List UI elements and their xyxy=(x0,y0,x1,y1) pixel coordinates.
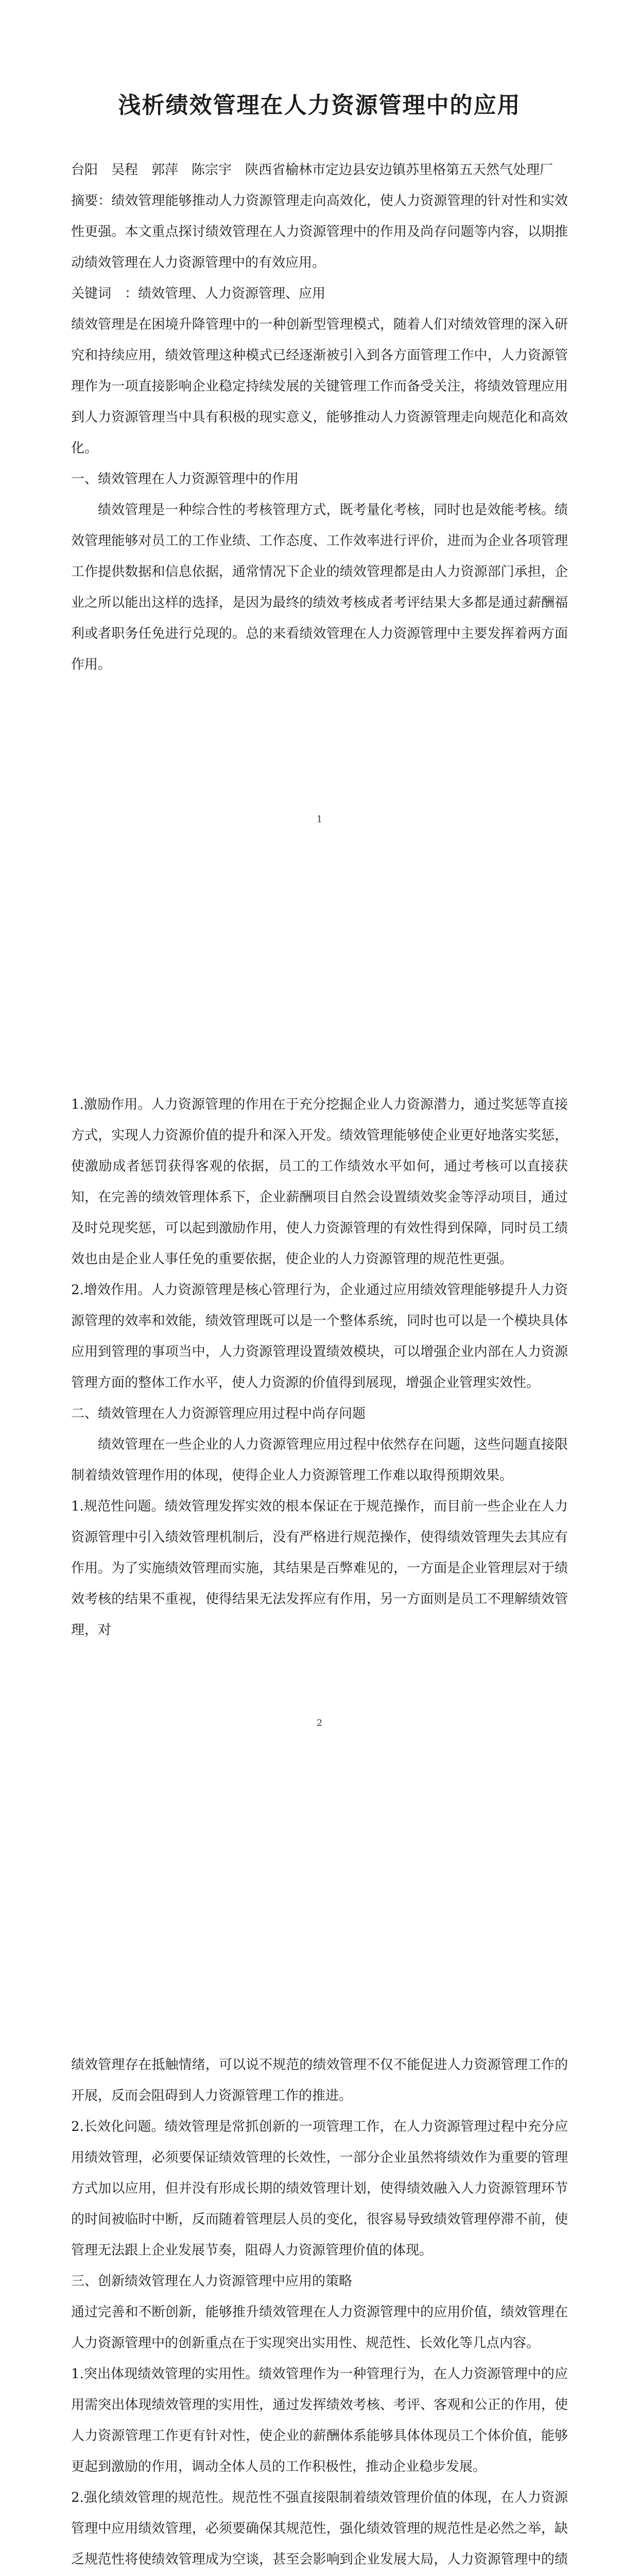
section-1-point-2: 2.增效作用。人力资源管理是核心管理行为，企业通过应用绩效管理能够提升人力资源管理的效率和效能，绩效管理既可以是一个整体系统，同时也可以是一个模块具体应用到管理的事项当中，人力资源管理设置绩效模块，可以增强企业内部在人力资源管理方面的整体工作水平，使人力资源的价值得到展现，增强企业管理实效性。 xyxy=(71,1282,568,1391)
intro-paragraph: 绩效管理是在困境升降管理中的一种创新型管理模式，随着人们对绩效管理的深入研究和持续应用，绩效管理这种模式已经逐渐被引入到各方面管理工作中，人力资源管理作为一项直接影响企业稳定持续发展的关键管理工作而备受关注，将绩效管理应用到人力资源管理当中具有积极的现实意义，能够推动人力资源管理走向规范化和高效化。 xyxy=(71,317,568,456)
section-2-point-1: 1.规范性问题。绩效管理发挥实效的根本保证在于规范操作，而目前一些企业在人力资源管理中引入绩效管理机制后，没有严格进行规范操作，使得绩效管理失去其应有作用。为了实施绩效管理而实施，其结果是百弊难见的，一方面是企业管理层对于绩效考核的结果不重视，使得结果无法发挥应有作用，另一方面则是员工不理解绩效管理，对 xyxy=(71,1499,568,1638)
section-heading-2: 二、绩效管理在人力资源管理应用过程中尚存问题 xyxy=(71,1406,366,1421)
section-1-intro: 绩效管理是一种综合性的考核管理方式，既考量化考核，同时也是效能考核。绩效管理能够对员工的工作业绩、工作态度、工作效率进行评价，进而为企业各项管理工作提供数据和信息依据，通常情况下企业的绩效管理都是由人力资源部门承担，企业之所以能出这样的选择，是因为最终的绩效考核成者考评结果大多都是通过薪酬福利或者职务任免进行兑现的。总的来看绩效管理在人力资源管理中主要发挥着两方面作用。 xyxy=(71,502,568,672)
keywords: 关键词 ：绩效管理、人力资源管理、应用 xyxy=(71,286,326,301)
section-2-intro: 绩效管理在一些企业的人力资源管理应用过程中依然存在问题，这些问题直接限制着绩效管理作用的体现，使得企业人力资源管理工作难以取得预期效果。 xyxy=(71,1437,568,1483)
section-2-point-2: 2.长效化问题。绩效管理是常抓创新的一项管理工作，在人力资源管理过程中充分应用绩效管理，必须要保证绩效管理的长效性，一部分企业虽然将绩效作为重要的管理方式加以应用，但并没有形成长期的绩效管理计划，使得绩效融入人力资源管理环节的时间被临时中断，反而随着管理层人员的变化，很容易导致绩效管理停滞不前，使管理无法跟上企业发展节奏，阻碍人力资源管理价值的体现。 xyxy=(71,2119,568,2258)
section-heading-1: 一、绩效管理在人力资源管理中的作用 xyxy=(71,471,299,487)
page-number: 2 xyxy=(316,1718,323,1728)
section-3-point-1: 1.突出体现绩效管理的实用性。绩效管理作为一种管理行为，在人力资源管理中的应用需突出体现绩效管理的实用性，通过发挥绩效考核、考评、客观和公正的作用，使人力资源管理工作更有针对性，使企业的薪酬体系能够具体体现员工个体价值，能够更起到激励的作用，调动全体人员的工作积极性，推动企业稳步发展。 xyxy=(71,2366,568,2475)
section-3-point-2: 2.强化绩效管理的规范性。规范性不强直接限制着绩效管理价值的体现，在人力资源管理中应用绩效管理，必须要确保其规范性，强化绩效管理的规范性是必然之举，缺乏规范性将使绩效管理成为空谈，甚至会影响到企业发展大局，人力资源管理中的绩 xyxy=(71,2490,568,2567)
section-heading-3: 三、创新绩效管理在人力资源管理中应用的策略 xyxy=(71,2274,353,2289)
abstract: 摘要：绩效管理能够推动人力资源管理走向高效化，使人力资源管理的针对性和实效性更强。本文重点探讨绩效管理在人力资源管理中的作用及尚存问题等内容，以期推动绩效管理在人力资源管理中的有效应用。 xyxy=(71,193,568,270)
page-1 xyxy=(0,0,639,904)
author-line: 台阳 吴程 郭萍 陈宗宇 陕西省榆林市定边县安边镇苏里格第五天然气处理厂 xyxy=(71,162,554,178)
page-3 xyxy=(0,1807,639,2576)
page-number: 1 xyxy=(316,814,323,825)
section-1-point-1: 1.激励作用。人力资源管理的作用在于充分挖掘企业人力资源潜力，通过奖惩等直接方式，实现人力资源价值的提升和深入开发。绩效管理能够使企业更好地落实奖惩，使激励成者惩罚获得客观的依据，员工的工作绩效水平如何，通过考核可以直接获知，在完善的绩效管理体系下，企业薪酬项目自然会设置绩效奖金等浮动项目，通过及时兑现奖惩，可以起到激励作用，使人力资源管理的有效性得到保障，同时员工绩效也由是企业人事任免的重要依据，使企业的人力资源管理的规范性更强。 xyxy=(71,1097,568,1267)
paper-title: 浅析绩效管理在人力资源管理中的应用 xyxy=(118,92,521,118)
section-3-intro: 通过完善和不断创新，能够推升绩效管理在人力资源管理中的应用价值，绩效管理在人力资源管理中的创新重点在于实现突出实用性、规范性、长效化等几点内容。 xyxy=(71,2304,568,2351)
section-2-point-1-continued: 绩效管理存在抵触情绪，可以说不规范的绩效管理不仅不能促进人力资源管理工作的开展，反而会阻碍到人力资源管理工作的推进。 xyxy=(71,2057,568,2104)
page-2 xyxy=(0,904,639,1807)
